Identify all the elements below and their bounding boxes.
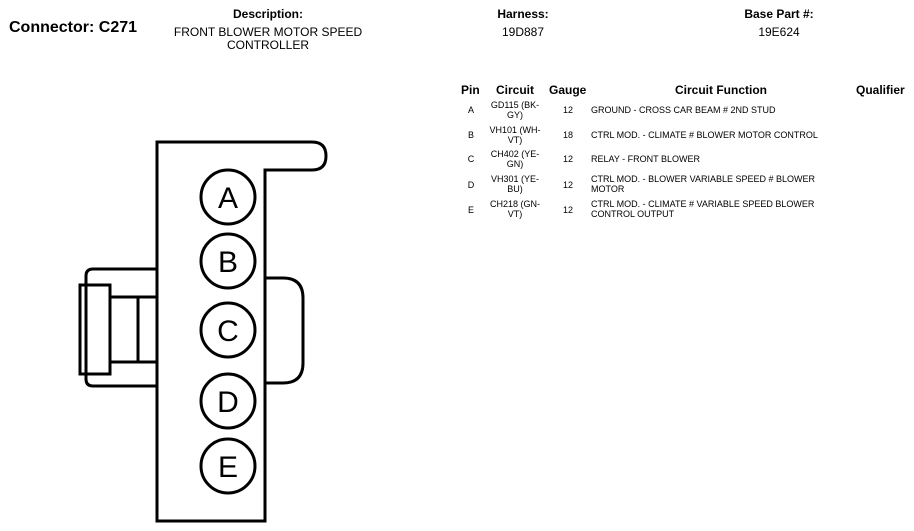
header-function: Circuit Function bbox=[675, 83, 767, 97]
circuit-cell: VH301 (YE-BU) bbox=[490, 174, 540, 194]
connector-title: Connector: C271 bbox=[9, 19, 138, 36]
gauge-cell: 18 bbox=[562, 130, 573, 140]
header-qualifier: Qualifier bbox=[856, 83, 905, 97]
pin-d-label: D bbox=[217, 386, 239, 419]
header-circuit: Circuit bbox=[496, 83, 535, 97]
function-cell: RELAY - FRONT BLOWER bbox=[591, 154, 701, 164]
circuit-cell: CH218 (GN-VT) bbox=[489, 199, 540, 219]
pin-cell: D bbox=[467, 180, 475, 190]
header-gauge: Gauge bbox=[549, 83, 587, 97]
pin-cell: E bbox=[467, 205, 474, 215]
pin-e-label: E bbox=[217, 451, 239, 484]
harness-label: Harness: bbox=[497, 7, 549, 21]
harness-value: 19D887 bbox=[501, 25, 545, 39]
pin-cell: B bbox=[467, 130, 474, 140]
gauge-cell: 12 bbox=[562, 180, 573, 190]
connector-latch bbox=[86, 269, 157, 386]
circuit-cell: CH402 (YE-GN) bbox=[490, 149, 540, 169]
circuit-cell: VH101 (WH-VT) bbox=[489, 125, 541, 145]
description-value: FRONT BLOWER MOTOR SPEED CONTROLLER bbox=[173, 25, 363, 52]
gauge-cell: 12 bbox=[562, 105, 573, 115]
function-cell: GROUND - CROSS CAR BEAM # 2ND STUD bbox=[591, 105, 776, 115]
pin-cell: C bbox=[467, 154, 475, 164]
function-cell: CTRL MOD. - BLOWER VARIABLE SPEED # BLOWER MOTOR bbox=[591, 174, 816, 194]
pin-c-label: C bbox=[217, 315, 239, 348]
connector-lock-tab bbox=[265, 278, 303, 383]
function-cell: CTRL MOD. - CLIMATE # VARIABLE SPEED BLOWER CONTROL OUTPUT bbox=[591, 199, 815, 219]
connector-housing bbox=[157, 142, 326, 521]
pin-a-label: A bbox=[217, 182, 239, 215]
header-pin: Pin bbox=[461, 83, 480, 97]
pin-cell: A bbox=[467, 105, 474, 115]
pin-b-label: B bbox=[217, 246, 239, 279]
function-cell: CTRL MOD. - CLIMATE # BLOWER MOTOR CONTROL bbox=[591, 130, 818, 140]
base-part-label: Base Part #: bbox=[744, 7, 814, 21]
circuit-cell: GD115 (BK-GY) bbox=[490, 100, 540, 120]
description-label: Description: bbox=[232, 7, 303, 21]
base-part-value: 19E624 bbox=[758, 25, 800, 39]
gauge-cell: 12 bbox=[562, 205, 573, 215]
gauge-cell: 12 bbox=[562, 154, 573, 164]
